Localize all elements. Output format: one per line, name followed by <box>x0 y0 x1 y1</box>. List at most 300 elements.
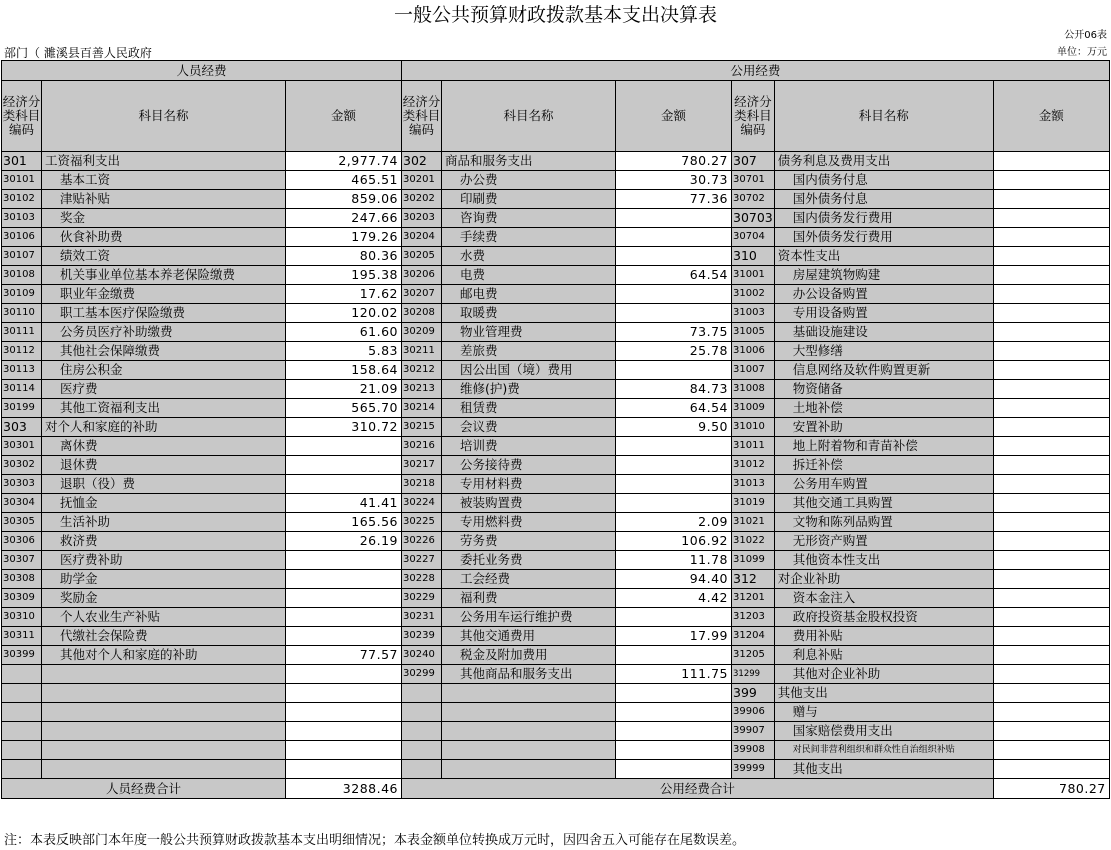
code-cell: 30311 <box>2 627 42 646</box>
personnel-total-label: 人员经费合计 <box>2 779 286 799</box>
item-name-cell: 取暖费 <box>442 304 616 323</box>
code-cell: 30231 <box>402 608 442 627</box>
code-cell: 30704 <box>732 228 775 247</box>
table-row <box>2 190 1110 209</box>
code-cell: 31299 <box>732 665 775 684</box>
table-row <box>2 304 1110 323</box>
amount-cell: 94.40 <box>616 570 732 589</box>
item-name-cell: 对企业补助 <box>774 570 993 589</box>
amount-cell <box>993 266 1109 285</box>
item-name-cell: 资本金注入 <box>774 589 993 608</box>
item-name-cell: 电费 <box>442 266 616 285</box>
amount-cell <box>616 304 732 323</box>
code-cell: 31006 <box>732 342 775 361</box>
code-cell: 30203 <box>402 209 442 228</box>
amount-cell <box>616 646 732 665</box>
item-name-cell: 其他交通工具购置 <box>774 494 993 513</box>
code-cell <box>2 722 42 741</box>
table-row <box>2 494 1110 513</box>
amount-cell <box>993 323 1109 342</box>
amount-cell <box>993 608 1109 627</box>
code-cell: 30207 <box>402 285 442 304</box>
item-name-cell: 津贴补贴 <box>42 190 286 209</box>
code-cell: 31012 <box>732 456 775 475</box>
amount-cell <box>993 551 1109 570</box>
item-name-cell: 租赁费 <box>442 399 616 418</box>
table-row <box>2 228 1110 247</box>
item-name-cell: 绩效工资 <box>42 247 286 266</box>
amount-cell: 11.78 <box>616 551 732 570</box>
code-cell: 30216 <box>402 437 442 456</box>
item-name-cell: 工资福利支出 <box>42 152 286 171</box>
code-cell: 31005 <box>732 323 775 342</box>
item-name-cell <box>442 703 616 722</box>
personnel-total-amount: 3288.46 <box>286 779 402 799</box>
item-name-cell: 办公设备购置 <box>774 285 993 304</box>
code-cell: 31009 <box>732 399 775 418</box>
item-name-cell: 赠与 <box>774 703 993 722</box>
table-row <box>2 247 1110 266</box>
amount-cell <box>993 228 1109 247</box>
item-name-cell: 工会经费 <box>442 570 616 589</box>
table-row <box>2 703 1110 722</box>
item-name-cell: 退职（役）费 <box>42 475 286 494</box>
item-name-cell: 其他支出 <box>774 684 993 703</box>
table-row <box>2 551 1110 570</box>
amount-cell <box>993 665 1109 684</box>
amount-cell: 9.50 <box>616 418 732 437</box>
code-cell: 30101 <box>2 171 42 190</box>
item-name-cell: 专用设备购置 <box>774 304 993 323</box>
code-cell: 30108 <box>2 266 42 285</box>
item-name-cell: 职业年金缴费 <box>42 285 286 304</box>
table-row <box>2 684 1110 703</box>
amount-cell: 465.51 <box>286 171 402 190</box>
item-name-cell <box>42 760 286 779</box>
item-name-cell: 伙食补助费 <box>42 228 286 247</box>
amount-cell: 80.36 <box>286 247 402 266</box>
amount-cell <box>286 456 402 475</box>
item-name-cell: 其他社会保障缴费 <box>42 342 286 361</box>
table-row <box>2 152 1110 171</box>
item-name-cell: 生活补助 <box>42 513 286 532</box>
amount-cell: 310.72 <box>286 418 402 437</box>
code-cell: 30305 <box>2 513 42 532</box>
amount-cell <box>616 760 732 779</box>
code-cell: 30702 <box>732 190 775 209</box>
item-name-cell: 对个人和家庭的补助 <box>42 418 286 437</box>
amount-cell <box>286 570 402 589</box>
code-cell: 312 <box>732 570 775 589</box>
code-cell: 30309 <box>2 589 42 608</box>
code-cell <box>402 703 442 722</box>
item-name-cell: 劳务费 <box>442 532 616 551</box>
code-cell: 31022 <box>732 532 775 551</box>
section-personnel: 人员经费 <box>2 61 402 81</box>
item-name-cell: 信息网络及软件购置更新 <box>774 361 993 380</box>
code-cell: 30111 <box>2 323 42 342</box>
item-name-cell: 其他交通费用 <box>442 627 616 646</box>
code-cell: 30211 <box>402 342 442 361</box>
table-row <box>2 266 1110 285</box>
table-row <box>2 456 1110 475</box>
code-cell: 30224 <box>402 494 442 513</box>
amount-cell <box>616 741 732 760</box>
amount-cell <box>286 684 402 703</box>
code-cell: 302 <box>402 152 442 171</box>
item-name-cell: 债务利息及费用支出 <box>774 152 993 171</box>
amount-cell <box>286 608 402 627</box>
amount-cell: 21.09 <box>286 380 402 399</box>
item-name-cell: 物业管理费 <box>442 323 616 342</box>
item-name-cell: 公务用车购置 <box>774 475 993 494</box>
amount-cell <box>993 342 1109 361</box>
amount-cell <box>993 285 1109 304</box>
item-name-cell: 国家赔偿费用支出 <box>774 722 993 741</box>
form-number: 公开06表 <box>1064 30 1107 41</box>
item-name-cell: 手续费 <box>442 228 616 247</box>
amount-cell: 25.78 <box>616 342 732 361</box>
item-name-cell: 国内债务发行费用 <box>774 209 993 228</box>
amount-cell: 106.92 <box>616 532 732 551</box>
amount-cell: 26.19 <box>286 532 402 551</box>
item-name-cell: 文物和陈列品购置 <box>774 513 993 532</box>
amount-cell: 5.83 <box>286 342 402 361</box>
code-cell: 30209 <box>402 323 442 342</box>
amount-cell <box>616 684 732 703</box>
table-row <box>2 171 1110 190</box>
code-cell: 39907 <box>732 722 775 741</box>
item-name-cell: 会议费 <box>442 418 616 437</box>
code-cell: 30214 <box>402 399 442 418</box>
item-name-cell: 无形资产购置 <box>774 532 993 551</box>
amount-cell <box>993 437 1109 456</box>
code-cell: 30310 <box>2 608 42 627</box>
amount-cell: 64.54 <box>616 399 732 418</box>
amount-cell: 64.54 <box>616 266 732 285</box>
amount-cell <box>993 247 1109 266</box>
code-cell: 30199 <box>2 399 42 418</box>
code-cell <box>2 665 42 684</box>
item-name-cell <box>442 684 616 703</box>
item-name-cell: 医疗费 <box>42 380 286 399</box>
amount-cell: 17.62 <box>286 285 402 304</box>
amount-cell <box>993 494 1109 513</box>
code-cell: 301 <box>2 152 42 171</box>
code-cell: 307 <box>732 152 775 171</box>
code-cell <box>2 703 42 722</box>
code-cell: 39906 <box>732 703 775 722</box>
code-cell: 303 <box>2 418 42 437</box>
amount-cell <box>616 722 732 741</box>
header-amount: 金额 <box>286 81 402 152</box>
item-name-cell: 咨询费 <box>442 209 616 228</box>
code-cell: 30208 <box>402 304 442 323</box>
amount-cell <box>286 437 402 456</box>
amount-cell <box>993 741 1109 760</box>
amount-cell <box>993 475 1109 494</box>
table-row <box>2 418 1110 437</box>
item-name-cell: 基本工资 <box>42 171 286 190</box>
amount-cell: 77.36 <box>616 190 732 209</box>
code-cell: 31011 <box>732 437 775 456</box>
amount-cell <box>993 513 1109 532</box>
item-name-cell: 水费 <box>442 247 616 266</box>
item-name-cell: 专用材料费 <box>442 475 616 494</box>
item-name-cell <box>42 665 286 684</box>
code-cell: 31205 <box>732 646 775 665</box>
item-name-cell: 物资储备 <box>774 380 993 399</box>
item-name-cell: 其他对企业补助 <box>774 665 993 684</box>
code-cell: 30299 <box>402 665 442 684</box>
code-cell: 31002 <box>732 285 775 304</box>
item-name-cell: 其他工资福利支出 <box>42 399 286 418</box>
code-cell: 30201 <box>402 171 442 190</box>
amount-cell: 84.73 <box>616 380 732 399</box>
item-name-cell: 国外债务发行费用 <box>774 228 993 247</box>
amount-cell <box>993 380 1109 399</box>
code-cell: 31013 <box>732 475 775 494</box>
code-cell: 30103 <box>2 209 42 228</box>
code-cell <box>402 684 442 703</box>
code-cell: 30113 <box>2 361 42 380</box>
item-name-cell: 奖励金 <box>42 589 286 608</box>
item-name-cell: 利息补贴 <box>774 646 993 665</box>
amount-cell: 179.26 <box>286 228 402 247</box>
code-cell: 30106 <box>2 228 42 247</box>
amount-cell <box>993 190 1109 209</box>
amount-cell: 2.09 <box>616 513 732 532</box>
item-name-cell: 医疗费补助 <box>42 551 286 570</box>
code-cell: 30228 <box>402 570 442 589</box>
item-name-cell: 职工基本医疗保险缴费 <box>42 304 286 323</box>
code-cell: 30306 <box>2 532 42 551</box>
code-cell: 30215 <box>402 418 442 437</box>
item-name-cell: 公务接待费 <box>442 456 616 475</box>
report-title: 一般公共预算财政拨款基本支出决算表 <box>393 4 717 26</box>
section-public: 公用经费 <box>402 61 1110 81</box>
amount-cell <box>616 437 732 456</box>
code-cell: 31201 <box>732 589 775 608</box>
table-row <box>2 475 1110 494</box>
amount-cell: 111.75 <box>616 665 732 684</box>
footnote: 注：本表反映部门本年度一般公共预算财政拨款基本支出明细情况；本表金额单位转换成万元时，因四舍五入可能存在尾数误差。 <box>4 833 746 848</box>
header-amount: 金额 <box>616 81 732 152</box>
header-name: 科目名称 <box>774 81 993 152</box>
table-row <box>2 380 1110 399</box>
unit-label: 单位：万元 <box>1057 47 1107 58</box>
amount-cell <box>993 532 1109 551</box>
code-cell: 31001 <box>732 266 775 285</box>
item-name-cell: 专用燃料费 <box>442 513 616 532</box>
item-name-cell: 地上附着物和青苗补偿 <box>774 437 993 456</box>
code-cell: 30302 <box>2 456 42 475</box>
item-name-cell: 税金及附加费用 <box>442 646 616 665</box>
code-cell: 30307 <box>2 551 42 570</box>
code-cell: 31007 <box>732 361 775 380</box>
amount-cell <box>616 703 732 722</box>
table-row <box>2 570 1110 589</box>
code-cell: 30202 <box>402 190 442 209</box>
item-name-cell: 助学金 <box>42 570 286 589</box>
table-body <box>2 152 1110 779</box>
amount-cell <box>993 646 1109 665</box>
item-name-cell <box>442 741 616 760</box>
table-row <box>2 285 1110 304</box>
amount-cell: 77.57 <box>286 646 402 665</box>
public-total-label: 公用经费合计 <box>402 779 994 799</box>
amount-cell <box>286 741 402 760</box>
amount-cell: 2,977.74 <box>286 152 402 171</box>
code-cell: 30110 <box>2 304 42 323</box>
item-name-cell: 办公费 <box>442 171 616 190</box>
code-cell: 30399 <box>2 646 42 665</box>
code-cell: 30303 <box>2 475 42 494</box>
item-name-cell: 差旅费 <box>442 342 616 361</box>
item-name-cell <box>42 684 286 703</box>
amount-cell <box>286 665 402 684</box>
item-name-cell: 救济费 <box>42 532 286 551</box>
item-name-cell <box>42 741 286 760</box>
code-cell: 30109 <box>2 285 42 304</box>
header-name: 科目名称 <box>42 81 286 152</box>
amount-cell <box>286 722 402 741</box>
code-cell: 30212 <box>402 361 442 380</box>
item-name-cell: 退休费 <box>42 456 286 475</box>
table-row <box>2 361 1110 380</box>
table-row <box>2 741 1110 760</box>
code-cell: 30703 <box>732 209 775 228</box>
item-name-cell <box>42 703 286 722</box>
amount-cell <box>616 209 732 228</box>
amount-cell: 61.60 <box>286 323 402 342</box>
item-name-cell <box>42 722 286 741</box>
item-name-cell: 代缴社会保险费 <box>42 627 286 646</box>
amount-cell <box>616 494 732 513</box>
header-name: 科目名称 <box>442 81 616 152</box>
code-cell: 30226 <box>402 532 442 551</box>
amount-cell <box>286 475 402 494</box>
amount-cell <box>286 551 402 570</box>
code-cell: 30114 <box>2 380 42 399</box>
code-cell <box>402 722 442 741</box>
code-cell: 30227 <box>402 551 442 570</box>
amount-cell <box>993 209 1109 228</box>
item-name-cell: 房屋建筑物购建 <box>774 266 993 285</box>
code-cell: 399 <box>732 684 775 703</box>
amount-cell <box>993 361 1109 380</box>
code-cell: 30218 <box>402 475 442 494</box>
amount-cell: 73.75 <box>616 323 732 342</box>
amount-cell: 41.41 <box>286 494 402 513</box>
amount-cell <box>616 228 732 247</box>
item-name-cell: 个人农业生产补贴 <box>42 608 286 627</box>
item-name-cell: 委托业务费 <box>442 551 616 570</box>
amount-cell: 165.56 <box>286 513 402 532</box>
table-row <box>2 437 1110 456</box>
amount-cell <box>993 456 1109 475</box>
item-name-cell: 被装购置费 <box>442 494 616 513</box>
amount-cell <box>993 152 1109 171</box>
table-row <box>2 323 1110 342</box>
code-cell: 31099 <box>732 551 775 570</box>
amount-cell <box>993 589 1109 608</box>
item-name-cell: 资本性支出 <box>774 247 993 266</box>
amount-cell <box>286 703 402 722</box>
table-row <box>2 399 1110 418</box>
code-cell <box>402 741 442 760</box>
item-name-cell: 其他对个人和家庭的补助 <box>42 646 286 665</box>
code-cell: 30112 <box>2 342 42 361</box>
item-name-cell: 基础设施建设 <box>774 323 993 342</box>
item-name-cell: 奖金 <box>42 209 286 228</box>
item-name-cell: 商品和服务支出 <box>442 152 616 171</box>
amount-cell <box>616 608 732 627</box>
code-cell: 30213 <box>402 380 442 399</box>
code-cell: 30239 <box>402 627 442 646</box>
item-name-cell: 因公出国（境）费用 <box>442 361 616 380</box>
amount-cell <box>616 285 732 304</box>
code-cell: 31008 <box>732 380 775 399</box>
code-cell: 31003 <box>732 304 775 323</box>
item-name-cell: 对民间非营利组织和群众性自治组织补贴 <box>774 741 993 760</box>
table-row <box>2 722 1110 741</box>
code-cell: 30225 <box>402 513 442 532</box>
amount-cell: 120.02 <box>286 304 402 323</box>
amount-cell <box>616 456 732 475</box>
item-name-cell: 邮电费 <box>442 285 616 304</box>
public-total-amount: 780.27 <box>993 779 1109 799</box>
item-name-cell: 安置补助 <box>774 418 993 437</box>
code-cell: 30204 <box>402 228 442 247</box>
table-row <box>2 646 1110 665</box>
item-name-cell: 国外债务付息 <box>774 190 993 209</box>
amount-cell <box>993 570 1109 589</box>
code-cell: 31019 <box>732 494 775 513</box>
code-cell: 31010 <box>732 418 775 437</box>
code-cell <box>2 684 42 703</box>
amount-cell <box>993 418 1109 437</box>
code-cell <box>2 741 42 760</box>
item-name-cell: 政府投资基金股权投资 <box>774 608 993 627</box>
item-name-cell: 离休费 <box>42 437 286 456</box>
amount-cell <box>993 304 1109 323</box>
code-cell: 310 <box>732 247 775 266</box>
item-name-cell: 公务用车运行维护费 <box>442 608 616 627</box>
item-name-cell: 福利费 <box>442 589 616 608</box>
amount-cell <box>616 361 732 380</box>
item-name-cell: 维修(护)费 <box>442 380 616 399</box>
code-cell: 30701 <box>732 171 775 190</box>
header-code: 经济分类科目编码 <box>402 81 442 152</box>
table-row <box>2 513 1110 532</box>
code-cell: 31204 <box>732 627 775 646</box>
amount-cell <box>993 722 1109 741</box>
amount-cell: 158.64 <box>286 361 402 380</box>
header-code: 经济分类科目编码 <box>2 81 42 152</box>
table-row <box>2 608 1110 627</box>
amount-cell <box>993 627 1109 646</box>
code-cell: 31021 <box>732 513 775 532</box>
amount-cell <box>286 589 402 608</box>
code-cell: 31203 <box>732 608 775 627</box>
code-cell: 30217 <box>402 456 442 475</box>
code-cell: 30304 <box>2 494 42 513</box>
item-name-cell: 国内债务付息 <box>774 171 993 190</box>
amount-cell <box>993 760 1109 779</box>
amount-cell: 565.70 <box>286 399 402 418</box>
table-row <box>2 760 1110 779</box>
